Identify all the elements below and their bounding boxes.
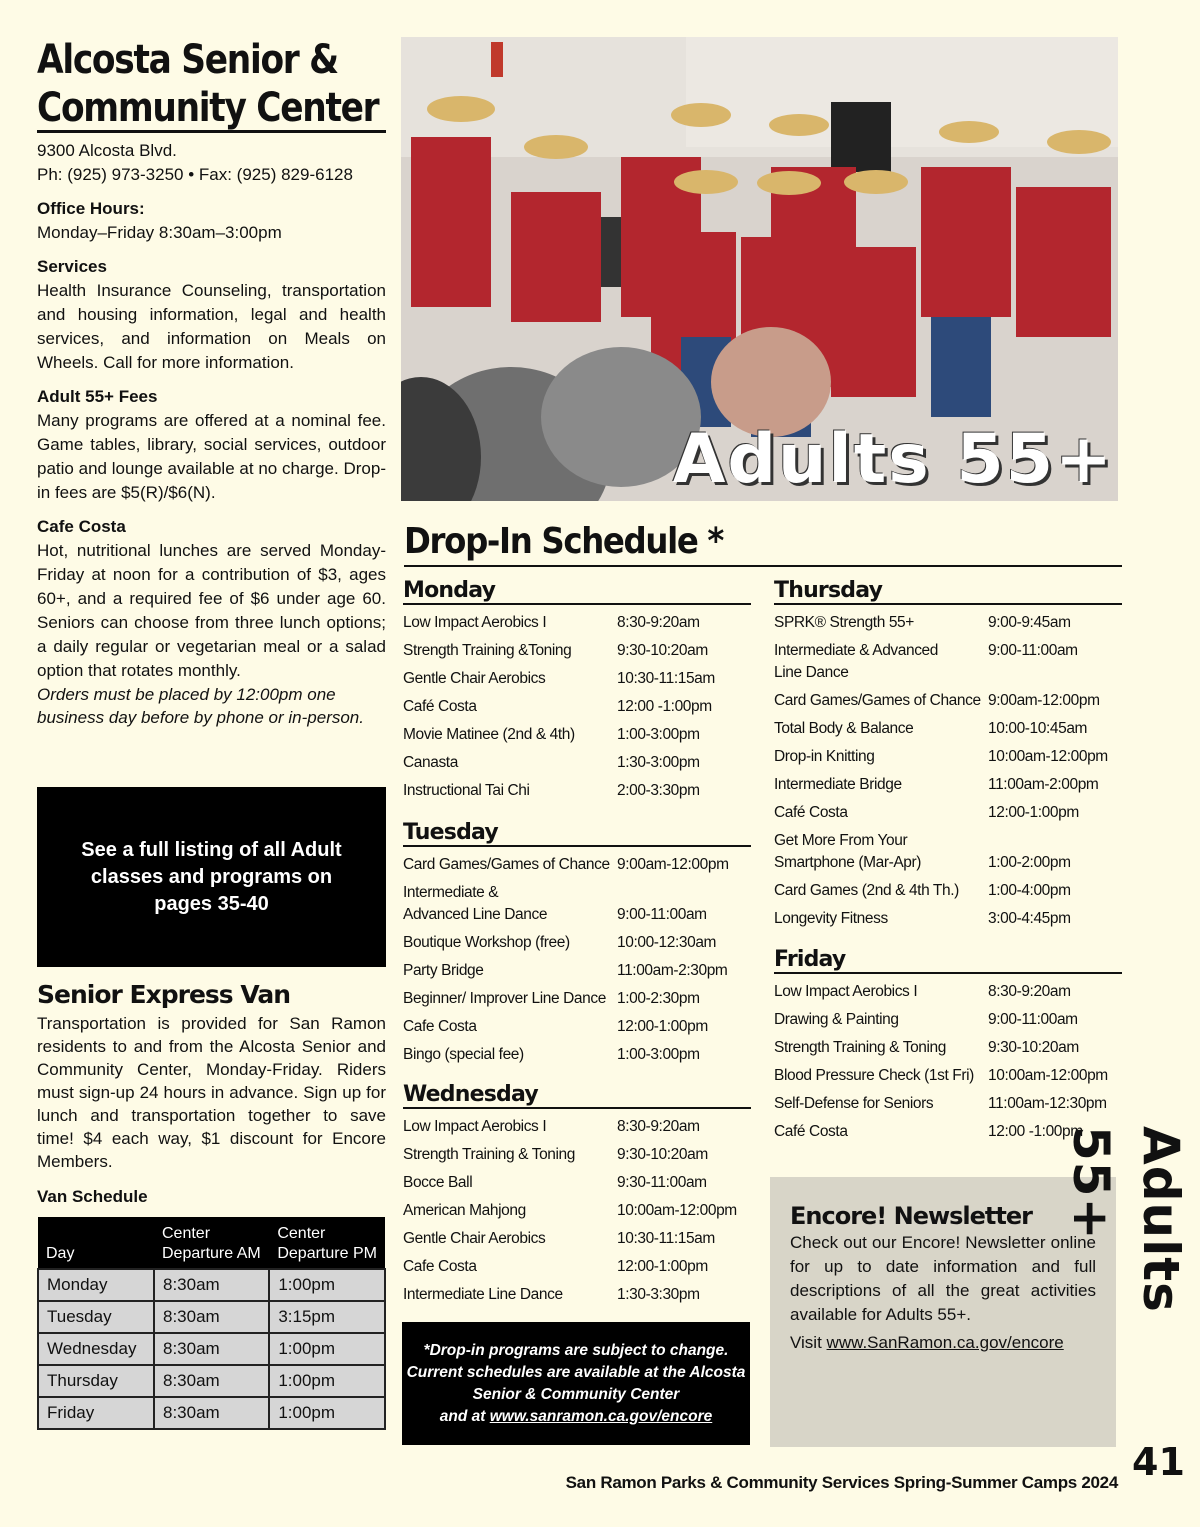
schedule-row — [403, 1172, 751, 1194]
schedule-row — [774, 612, 1122, 634]
activity-name: Strength Training &Toning — [403, 642, 572, 659]
activity-name: Card Games/Games of Chance — [774, 692, 981, 709]
performers-photo — [401, 37, 1118, 501]
day-monday — [403, 579, 751, 802]
van-table-header — [38, 1217, 385, 1269]
table-cell: 8:30am — [154, 1269, 269, 1301]
schedule-row — [774, 774, 1122, 796]
table-cell: 1:00pm — [269, 1365, 385, 1397]
activity-time: 9:30-10:20am — [988, 1039, 1079, 1056]
activity-name: Low Impact Aerobics I — [403, 614, 547, 631]
activity-name: Strength Training & Toning — [403, 1146, 575, 1163]
activity-name: Total Body & Balance — [774, 720, 914, 737]
activity-time: 1:00-3:00pm — [617, 726, 700, 743]
table-row — [38, 1365, 385, 1397]
day-friday — [774, 948, 1122, 1143]
activity-name: Intermediate & Advanced Line Dance — [774, 642, 938, 681]
encore-link[interactable]: www.sanramon.ca.gov/encore — [489, 1407, 713, 1425]
schedule-title: Drop-In Schedule * — [404, 521, 724, 562]
schedule-row — [403, 1016, 751, 1038]
day-thursday — [774, 579, 1122, 930]
newsletter-text: Check out our Encore! Newsletter online for up to date information and full descriptions of all the great activities available for Adults 55+. — [790, 1233, 1096, 1324]
senior-express-van — [37, 978, 386, 1430]
schedule-row — [403, 1044, 751, 1066]
activity-time: 10:00am-12:00pm — [988, 748, 1108, 765]
activity-time: 1:30-3:30pm — [617, 1286, 700, 1303]
activity-time: 10:00-12:30am — [617, 934, 717, 951]
activity-time: 9:00-11:00am — [617, 906, 707, 923]
schedule-row — [403, 1200, 751, 1222]
activity-name: Gentle Chair Aerobics — [403, 670, 546, 687]
activity-time: 9:30-10:20am — [617, 1146, 708, 1163]
activity-time: 9:00-9:45am — [988, 614, 1071, 631]
photo-overlay-title: Adults 55+ — [672, 420, 1114, 499]
van-schedule-table — [37, 1217, 386, 1430]
schedule-row — [774, 1093, 1122, 1115]
activity-time: 10:30-11:15am — [617, 1230, 715, 1247]
side-tab: Adults 55+ — [1062, 1126, 1190, 1313]
note-line: Senior & Community Center — [472, 1385, 680, 1403]
schedule-row — [774, 1037, 1122, 1059]
schedule-row — [774, 880, 1122, 902]
activity-name: Get More From Your Smartphone (Mar-Apr) — [774, 832, 922, 871]
activity-time: 9:30-11:00am — [617, 1174, 707, 1191]
activity-name: Intermediate & Advanced Line Dance — [403, 884, 548, 923]
activity-time: 12:00-1:00pm — [988, 804, 1079, 821]
table-cell: 3:15pm — [269, 1301, 385, 1333]
column-header: Center Departure PM — [269, 1217, 385, 1269]
activity-name: Low Impact Aerobics I — [774, 983, 918, 1000]
activity-time: 10:30-11:15am — [617, 670, 715, 687]
schedule-row — [403, 696, 751, 718]
schedule-row — [403, 752, 751, 774]
phone: Ph: (925) 973-3250 • Fax: (925) 829-6128 — [37, 165, 353, 184]
activity-name: Card Games/Games of Chance — [403, 856, 610, 873]
services-text: Health Insurance Counseling, transportation and housing information, legal and health services, and information on Meals on Wheels. Call for more information. — [37, 281, 386, 372]
day-heading: Tuesday — [403, 821, 751, 847]
schedule-row — [403, 612, 751, 634]
schedule-row — [774, 718, 1122, 740]
table-cell: 8:30am — [154, 1365, 269, 1397]
activity-time: 1:00-2:30pm — [617, 990, 700, 1007]
activity-name: American Mahjong — [403, 1202, 526, 1219]
schedule-row — [774, 830, 1122, 874]
schedule-row — [774, 802, 1122, 824]
activity-name: Drawing & Painting — [774, 1011, 899, 1028]
table-cell: Tuesday — [38, 1301, 154, 1333]
activity-name: Gentle Chair Aerobics — [403, 1230, 546, 1247]
activity-name: Café Costa — [403, 698, 477, 715]
activity-name: Movie Matinee (2nd & 4th) — [403, 726, 575, 743]
day-heading: Friday — [774, 948, 1122, 974]
note-prefix: and at — [439, 1407, 490, 1425]
office-hours: Monday–Friday 8:30am–3:00pm — [37, 223, 282, 242]
schedule-row — [403, 1284, 751, 1306]
note-line — [402, 1406, 750, 1428]
activity-name: Intermediate Line Dance — [403, 1286, 563, 1303]
activity-name: Party Bridge — [403, 962, 484, 979]
listing-box-text: See a full listing of all Adult classes and programs on pages 35-40 — [81, 838, 342, 915]
activity-time: 12:00-1:00pm — [617, 1258, 708, 1275]
schedule-title-block — [404, 519, 1122, 567]
column-header: Center Departure AM — [154, 1217, 269, 1269]
activity-time: 11:00am-2:30pm — [617, 962, 728, 979]
activity-name: Blood Pressure Check (1st Fri) — [774, 1067, 974, 1084]
van-text: Transportation is provided for San Ramon residents to and from the Alcosta Senior and Community Center, Monday-Friday. Riders must sign-up 24 hours in advance. Sign up for lunch and transportation together to save time! $4 each way, $1 discount for Encore Members. — [37, 1014, 386, 1171]
fees-text: Many programs are offered at a nominal fee. Game tables, library, social services, outdoor patio and lounge available at no charge. Drop-in fees are $5(R)/$6(N). — [37, 411, 386, 502]
activity-time: 11:00am-2:00pm — [988, 776, 1099, 793]
schedule-row — [403, 780, 751, 802]
activity-name: Beginner/ Improver Line Dance — [403, 990, 606, 1007]
schedule-row — [403, 854, 751, 876]
activity-name: Boutique Workshop (free) — [403, 934, 570, 951]
activity-time: 10:00am-12:00pm — [988, 1067, 1108, 1084]
activity-time: 9:00am-12:00pm — [617, 856, 729, 873]
activity-name: Drop-in Knitting — [774, 748, 875, 765]
listing-box — [37, 787, 386, 967]
activity-time: 9:30-10:20am — [617, 642, 708, 659]
schedule-row — [403, 1116, 751, 1138]
center-info — [37, 36, 386, 729]
activity-name: Intermediate Bridge — [774, 776, 902, 793]
activity-time: 12:00 -1:00pm — [988, 1123, 1083, 1140]
activity-name: Café Costa — [774, 1123, 848, 1140]
activity-name: Canasta — [403, 754, 458, 771]
fees-heading: Adult 55+ Fees — [37, 387, 158, 406]
activity-name: Bingo (special fee) — [403, 1046, 524, 1063]
schedule-row — [774, 981, 1122, 1003]
schedule-row — [403, 1256, 751, 1278]
schedule-title-rule — [404, 565, 1122, 567]
activity-time: 2:00-3:30pm — [617, 782, 700, 799]
table-cell: 8:30am — [154, 1397, 269, 1429]
day-heading: Monday — [403, 579, 751, 605]
column-header: Day — [38, 1217, 154, 1269]
center-title — [37, 36, 385, 132]
page-number: 41 — [1132, 1440, 1185, 1484]
schedule-row — [774, 1009, 1122, 1031]
activity-name: Self-Defense for Seniors — [774, 1095, 934, 1112]
activity-time: 10:00-10:45am — [988, 720, 1088, 737]
center-title-line2: Community Center — [37, 85, 379, 131]
visit-prefix: Visit — [790, 1333, 827, 1352]
newsletter-visit — [790, 1331, 1096, 1355]
table-cell: Monday — [38, 1269, 154, 1301]
activity-time: 12:00-1:00pm — [617, 1018, 708, 1035]
newsletter-link[interactable]: www.SanRamon.ca.gov/encore — [826, 1333, 1064, 1352]
activity-name: Longevity Fitness — [774, 910, 888, 927]
schedule-row — [403, 724, 751, 746]
table-cell: 1:00pm — [269, 1269, 385, 1301]
van-heading: Senior Express Van — [37, 980, 291, 1009]
table-cell: Thursday — [38, 1365, 154, 1397]
day-heading: Wednesday — [403, 1083, 751, 1109]
schedule-row — [774, 1065, 1122, 1087]
activity-name: Card Games (2nd & 4th Th.) — [774, 882, 959, 899]
activity-time: 1:30-3:00pm — [617, 754, 700, 771]
activity-time: 9:00am-12:00pm — [988, 692, 1100, 709]
activity-name: Instructional Tai Chi — [403, 782, 530, 799]
activity-name: Café Costa — [774, 804, 848, 821]
schedule-row — [403, 1228, 751, 1250]
activity-name: SPRK® Strength 55+ — [774, 614, 914, 631]
day-tuesday — [403, 821, 751, 1066]
table-row — [38, 1397, 385, 1429]
activity-time: 1:00-3:00pm — [617, 1046, 700, 1063]
schedule-row — [774, 908, 1122, 930]
cafe-text: Hot, nutritional lunches are served Monday-Friday at noon for a contribution of $3, ages 60+, and a required fee of $6 under age 60. Seniors can choose from three lunch options; a daily regular or vegetarian meal or a salad option that rotates monthly. — [37, 541, 386, 680]
activity-name: Strength Training & Toning — [774, 1039, 946, 1056]
office-heading: Office Hours: — [37, 199, 145, 218]
activity-time: 8:30-9:20am — [617, 614, 700, 631]
schedule-row — [774, 640, 1122, 684]
activity-time: 8:30-9:20am — [988, 983, 1071, 1000]
schedule-row — [403, 640, 751, 662]
schedule-note — [402, 1322, 750, 1445]
note-line: *Drop-in programs are subject to change. — [423, 1341, 729, 1359]
schedule-row — [774, 690, 1122, 712]
activity-name: Cafe Costa — [403, 1258, 477, 1275]
table-cell: 8:30am — [154, 1301, 269, 1333]
day-wednesday — [403, 1083, 751, 1306]
center-title-line1: Alcosta Senior & — [37, 37, 338, 83]
footer: San Ramon Parks & Community Services Spring-Summer Camps 2024 — [565, 1473, 1118, 1492]
table-row — [38, 1301, 385, 1333]
activity-name: Low Impact Aerobics I — [403, 1118, 547, 1135]
newsletter-heading: Encore! Newsletter — [790, 1202, 1032, 1230]
activity-time: 11:00am-12:30pm — [988, 1095, 1107, 1112]
activity-time: 1:00-4:00pm — [988, 882, 1071, 899]
cafe-heading: Cafe Costa — [37, 517, 126, 536]
table-row — [38, 1333, 385, 1365]
activity-name: Cafe Costa — [403, 1018, 477, 1035]
note-line: Current schedules are available at the Alcosta — [406, 1363, 746, 1381]
table-cell: Friday — [38, 1397, 154, 1429]
table-cell: 1:00pm — [269, 1333, 385, 1365]
table-cell: 1:00pm — [269, 1397, 385, 1429]
activity-time: 12:00 -1:00pm — [617, 698, 712, 715]
activity-time: 1:00-2:00pm — [988, 854, 1071, 871]
schedule-row — [403, 932, 751, 954]
activity-time: 3:00-4:45pm — [988, 910, 1071, 927]
day-heading: Thursday — [774, 579, 1122, 605]
services-heading: Services — [37, 257, 107, 276]
schedule-row — [403, 960, 751, 982]
table-cell: 8:30am — [154, 1333, 269, 1365]
schedule-row — [403, 988, 751, 1010]
schedule-row — [403, 1144, 751, 1166]
cafe-note: Orders must be placed by 12:00pm one business day before by phone or in-person. — [37, 685, 364, 727]
activity-time: 9:00-11:00am — [988, 642, 1078, 659]
schedule-row — [774, 746, 1122, 768]
activity-time: 9:00-11:00am — [988, 1011, 1078, 1028]
activity-name: Bocce Ball — [403, 1174, 473, 1191]
activity-time: 10:00am-12:00pm — [617, 1202, 737, 1219]
schedule-row — [403, 882, 751, 926]
table-cell: Wednesday — [38, 1333, 154, 1365]
van-schedule-heading: Van Schedule — [37, 1187, 148, 1206]
address: 9300 Alcosta Blvd. — [37, 141, 177, 160]
activity-time: 8:30-9:20am — [617, 1118, 700, 1135]
schedule-row — [403, 668, 751, 690]
table-row — [38, 1269, 385, 1301]
